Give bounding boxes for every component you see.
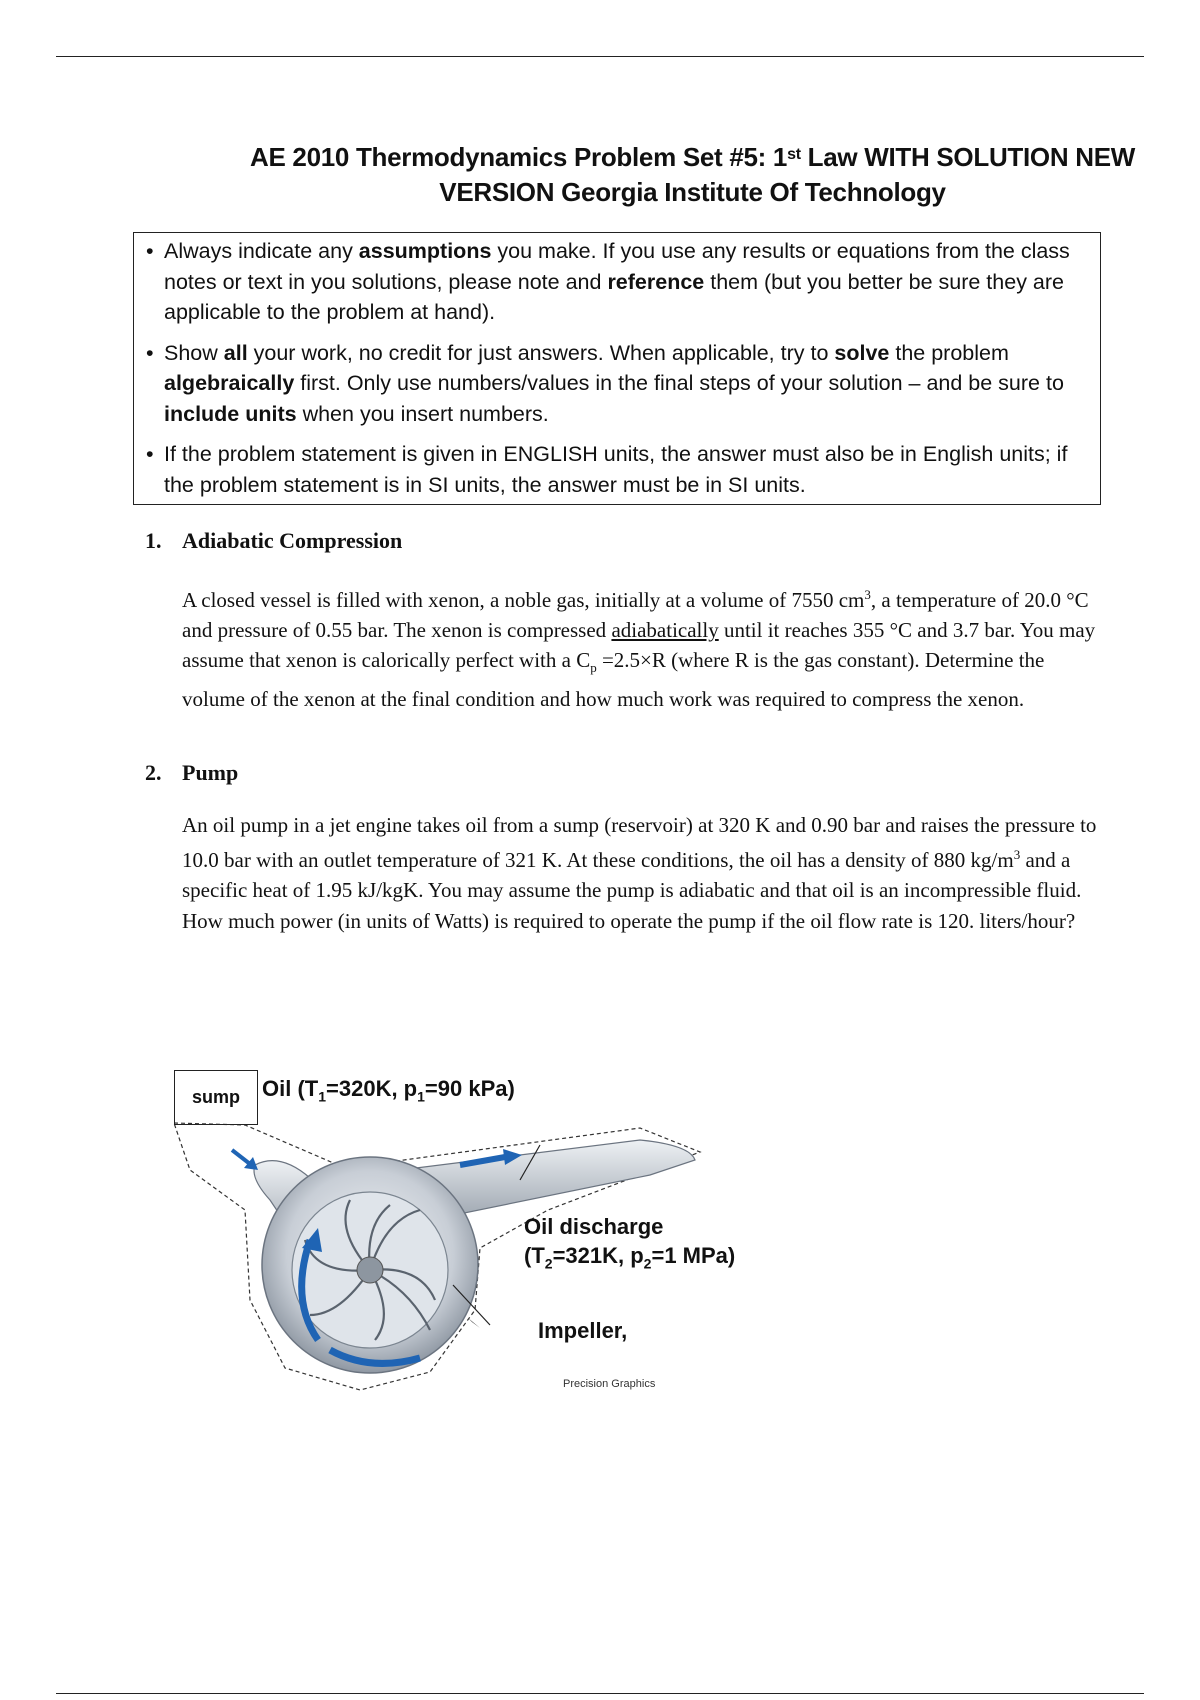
instruction-text: Always indicate any	[164, 239, 359, 263]
inlet-label-part: Oil (T	[262, 1076, 319, 1101]
inlet-label	[262, 1076, 515, 1104]
problem-2-text-part: and a specific heat of 1.95 kJ/kgK. You may assume the pump is adiabatic and that oil is an incompressible fluid. How much power (in units of Watts) is required to operate the pump if the oil flow rate is 120. liters/hour?	[182, 848, 1082, 933]
discharge-label-part: =321K, p	[552, 1243, 644, 1268]
problem-1-text-part: , a temperature of 20.0 °C and pressure of 0.55 bar. The xenon is compressed	[182, 588, 1089, 643]
instruction-text: when you insert numbers.	[296, 401, 549, 426]
problem-2-text	[182, 810, 1102, 936]
problem-1-underlined: adiabatically	[611, 618, 719, 643]
problem-2-number: 2.	[145, 760, 162, 785]
discharge-label-line1: Oil discharge	[524, 1214, 664, 1239]
pump-diagram	[170, 1060, 770, 1405]
problem-2-superscript: 3	[1013, 847, 1021, 863]
problem-2-heading	[145, 760, 238, 786]
instruction-item-units: • If the problem statement is given in ENGLISH units, the answer must also be in English units; if the problem statement is in SI units, the answer must be in SI units.	[146, 439, 1090, 500]
instruction-bold: solve	[834, 340, 890, 365]
inlet-subscript: 1	[417, 1088, 425, 1105]
impeller-hub	[357, 1257, 383, 1283]
instruction-text: first. Only use numbers/values in the final steps of your solution – and be sure to	[294, 371, 1064, 395]
impeller-arrowhead	[468, 1318, 480, 1328]
document-title	[200, 140, 1185, 210]
inlet-subscript: 1	[318, 1088, 327, 1105]
instruction-item-assumptions	[146, 236, 1090, 328]
problem-1-superscript: 3	[864, 587, 871, 602]
image-credit: Precision Graphics	[563, 1378, 656, 1390]
instruction-bold: all	[223, 340, 248, 365]
title-line-2: VERSION Georgia Institute Of Technology	[439, 177, 946, 207]
title-text-a: AE 2010 Thermodynamics Problem Set #5: 1	[249, 142, 788, 172]
discharge-label-part: =1 MPa)	[651, 1243, 736, 1268]
instruction-bold: include units	[164, 401, 297, 426]
problem-1-text	[182, 580, 1102, 714]
problem-1-text-part: A closed vessel is filled with xenon, a noble gas, initially at a volume of 7550 cm	[182, 588, 865, 612]
sump-box	[174, 1070, 258, 1125]
instruction-bold: algebraically	[164, 371, 295, 395]
top-rule	[56, 56, 1144, 57]
inlet-label-part: =320K, p	[326, 1076, 418, 1101]
discharge-subscript: 2	[643, 1255, 652, 1272]
instruction-bold: assumptions	[358, 239, 492, 263]
instruction-bold: reference	[607, 269, 705, 294]
instruction-text: them (but you better be sure they are applicable to the problem at hand).	[164, 269, 1064, 324]
problem-1-heading	[145, 528, 402, 554]
discharge-label-part: (T	[524, 1243, 545, 1268]
title-text-b: Law WITH SOLUTION NEW	[800, 142, 1136, 172]
problem-1-title: Adiabatic Compression	[182, 528, 403, 553]
inlet-label-part: =90 kPa)	[424, 1076, 515, 1101]
instruction-text: you make. If you use any results or equations from the class notes or text in you solutions, please note and	[164, 239, 1070, 294]
title-superscript: st	[787, 146, 801, 163]
flow-arrow-inlet	[232, 1150, 250, 1164]
instructions-box	[133, 232, 1101, 505]
discharge-label-line2	[524, 1241, 735, 1278]
instruction-text: the problem	[889, 340, 1009, 365]
sump-label: sump	[191, 1087, 240, 1107]
problem-1-text-part: until it reaches 355 °C and 3.7 bar. You may assume that xenon is calorically perfect with a C	[182, 618, 1096, 673]
title-line-1	[200, 140, 1185, 175]
problem-2-text-part: An oil pump in a jet engine takes oil from a sump (reservoir) at 320 K and 0.90 bar and raises the pressure to 10.0 bar with an outlet temperature of 321 K. At these conditions, the oil has a density of 880 kg/m	[182, 813, 1097, 873]
instruction-item-work	[146, 338, 1090, 430]
bottom-rule	[56, 1693, 1144, 1694]
problem-1-text-part: =2.5×R (where R is the gas constant). Determine the volume of the xenon at the final condition and how much work was required to compress the xenon.	[182, 648, 1045, 711]
instruction-text: Show	[164, 340, 224, 365]
problem-1-subscript: p	[590, 660, 597, 676]
discharge-subscript: 2	[544, 1255, 553, 1272]
impeller-label: Impeller,	[538, 1318, 628, 1343]
discharge-label	[524, 1212, 735, 1278]
instruction-text: your work, no credit for just answers. When applicable, try to	[247, 340, 835, 365]
problem-2-title: Pump	[182, 760, 239, 785]
problem-1-number: 1.	[145, 528, 162, 553]
